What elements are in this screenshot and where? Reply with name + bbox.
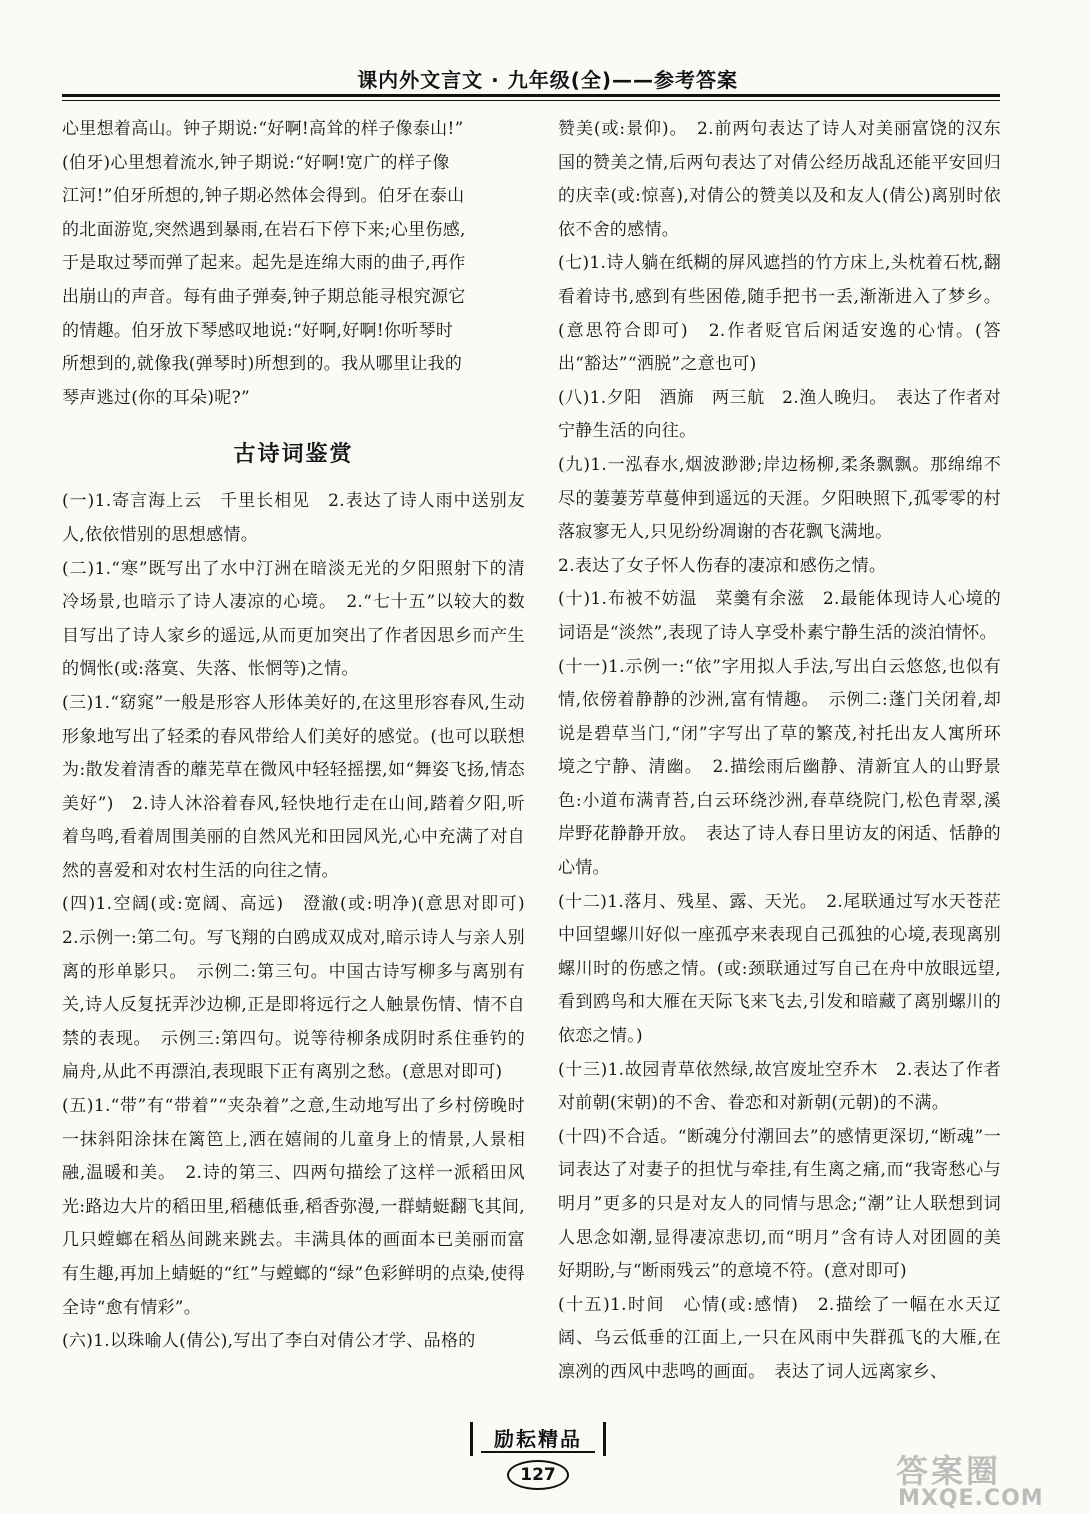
watermark-en: MXQE.COM xyxy=(898,1486,1044,1511)
page-number: 127 xyxy=(507,1460,569,1490)
answer-item: (十)1.布被不妨温 菜羹有余滋 2.最能体现诗人心境的词语是“淡然”,表现了诗人享受朴素宁静生活的淡泊情怀。 xyxy=(558,589,1001,643)
text-line: 所想到的,就像我(弹琴时)所想到的。我从哪里让我的 xyxy=(62,354,463,375)
watermark-cn: 答案圈 xyxy=(896,1452,1002,1490)
logo-underline xyxy=(481,1451,595,1453)
answer-item: (八)1.夕阳 酒旆 两三航 2.渔人晚归。 表达了作者对宁静生活的向往。 xyxy=(558,387,1001,442)
answer-item: (十二)1.落月、残星、露、天光。 2.尾联通过写水天苍茫中回望螺川好似一座孤亭来表现自己孤独的心境,表现离别螺川时的伤感之情。(或:颈联通过写自己在舟中放眼远望,看到鸥鸟和大雁在天际飞来飞去,引发和暗藏了离别螺川的依恋之情。) xyxy=(558,891,1001,1047)
header-rule-thick xyxy=(62,94,1000,97)
right-column xyxy=(558,113,1001,1390)
answer-item: (三)1.“窈窕”一般是形容人形体美好的,在这里形容春风,生动形象地写出了轻柔的春风带给人们美好的感觉。(也可以联想为:散发着清香的蘼芜草在微风中轻轻摇摆,如“舞姿飞扬,情态美好”) 2.诗人沐浴着春风,轻快地行走在山间,踏着夕阳,听着鸟鸣,看着周围美丽的自然风光和田园风光,心中充满了对自然的喜爱和对农村生活的向往之情。 xyxy=(62,692,525,881)
text-line: 琴声逃过(你的耳朵)呢?” xyxy=(62,387,250,408)
text-line: 的情趣。伯牙放下琴感叹地说:“好啊,好啊!你听琴时 xyxy=(62,320,454,341)
answer-item: (二)1.“寒”既写出了水中汀洲在暗淡无光的夕阳照射下的清冷场景,也暗示了诗人凄凉的心境。 2.“七十五”以较大的数目写出了诗人家乡的遥远,从而更加突出了作者因思乡而产生的惆怅(或:落寞、失落、怅惘等)之情。 xyxy=(62,558,525,680)
answer-item: (一)1.寄言海上云 千里长相见 2.表达了诗人雨中送别友人,依依惜别的思想感情。 xyxy=(62,491,525,545)
answer-item: (十一)1.示例一:“依”字用拟人手法,写出白云悠悠,也似有情,依傍着静静的沙洲,富有情趣。 示例二:蓬门关闭着,却说是碧草当门,“闭”字写出了草的繁茂,衬托出友人寓所环境之宁静、清幽。 2.描绘雨后幽静、清新宜人的山野景色:小道布满青苔,白云环绕沙洲,春草绕院门,松色青翠,溪岸野花静静开放。 表达了诗人春日里访友的闲适、恬静的心情。 xyxy=(558,656,1001,879)
section-title: 古诗词鉴赏 xyxy=(233,442,354,468)
answer-item: (九)1.一泓春水,烟波渺渺;岸边杨柳,柔条飘飘。那绵绵不尽的萋萋芳草蔓伸到遥远的天涯。夕阳映照下,孤零零的村落寂寥无人,只见纷纷凋谢的杏花飘飞满地。 xyxy=(558,454,1001,543)
answer-item: (七)1.诗人躺在纸糊的屏风遮挡的竹方床上,头枕着石枕,翻看着诗书,感到有些困倦,随手把书一丢,渐渐进入了梦乡。(意思符合即可) 2.作者贬官后闲适安逸的心情。(答出“豁达”“洒脱”之意也可) xyxy=(558,253,1001,375)
left-column xyxy=(62,113,543,1359)
answer-item: (十五)1.时间 心情(或:感情) 2.描绘了一幅在水天辽阔、乌云低垂的江面上,一只在风雨中失群孤飞的大雁,在凛冽的西风中悲鸣的画面。 表达了词人远离家乡、 xyxy=(558,1294,1001,1382)
answer-item: (十三)1.故园青草依然绿,故宫废址空乔木 2.表达了作者对前朝(宋朝)的不舍、眷恋和对新朝(元朝)的不满。 xyxy=(558,1059,1001,1114)
publisher-logo xyxy=(470,1422,606,1456)
logo-text: 励耘精品 xyxy=(494,1427,582,1451)
header-rule-thin xyxy=(62,100,1000,101)
text-line: 出崩山的声音。每有曲子弹奏,钟子期总能寻根究源它 xyxy=(62,286,466,307)
watermark xyxy=(890,1446,1080,1512)
header-title: 课内外文言文 · 九年级(全)——参考答案 xyxy=(357,68,738,92)
text-line: 的北面游览,突然遇到暴雨,在岩石下停下来;心里伤感, xyxy=(62,219,466,240)
answer-item: (六)1.以珠喻人(倩公),写出了李白对倩公才学、品格的 xyxy=(62,1331,476,1352)
answer-list-left xyxy=(62,485,543,1358)
intro-translation xyxy=(62,113,525,415)
text-line: 于是取过琴而弹了起来。起先是连绵大雨的曲子,再作 xyxy=(62,253,466,274)
answer-item: (五)1.“带”有“带着”“夹杂着”之意,生动地写出了乡村傍晚时一抹斜阳涂抹在篱笆上,洒在嬉闹的儿童身上的情景,人景相融,温暖和美。 2.诗的第三、四两句描绘了这样一派稻田风光:路边大片的稻田里,稻穗低垂,稻香弥漫,一群蜻蜓翻飞其间,几只螳螂在稻丛间跳来跳去。丰满具体的画面本已美丽而富有生趣,再加上蜻蜓的“红”与螳螂的“绿”色彩鲜明的点染,使得全诗“愈有情彩”。 xyxy=(62,1096,525,1318)
answer-item: 赞美(或:景仰)。 2.前两句表达了诗人对美丽富饶的汉东国的赞美之情,后两句表达了对倩公经历战乱还能平安回归的庆幸(或:惊喜),对倩公的赞美以及和友人(倩公)离别时依依不舍的感情。 xyxy=(558,119,1001,240)
text-line: 江河!”伯牙所想的,钟子期必然体会得到。伯牙在泰山 xyxy=(62,186,465,207)
answer-item: (四)1.空阔(或:宽阔、高远) 澄澈(或:明净)(意思对即可) 2.示例一:第二句。写飞翔的白鸥成双成对,暗示诗人与亲人别离的形单影只。 示例二:第三句。中国古诗写柳多与离别有关,诗人反复抚弄沙边柳,正是即将远行之人触景伤情、情不自禁的表现。 示例三:第四句。说等待柳条成阴时系住垂钓的扁舟,从此不再漂泊,表现眼下正有离别之愁。(意思对即可) xyxy=(62,894,543,1083)
text-line: 心里想着高山。钟子期说:“好啊!高耸的样子像泰山!” xyxy=(62,119,464,139)
page-header xyxy=(62,62,1000,98)
answer-item: (十四)不合适。“断魂分付潮回去”的感情更深切,“断魂”一词表达了对妻子的担忧与牵挂,有生离之痛,而“我寄愁心与明月”更多的只是对友人的同情与思念;“潮”让人联想到词人思念如潮,显得凄凉悲切,而“明月”含有诗人对团圆的美好期盼,与“断雨残云”的意境不符。(意对即可) xyxy=(558,1126,1001,1282)
answer-item: 2.表达了女子怀人伤春的凄凉和感伤之情。 xyxy=(558,555,887,576)
text-line: (伯牙)心里想着流水,钟子期说:“好啊!宽广的样子像 xyxy=(62,152,450,173)
